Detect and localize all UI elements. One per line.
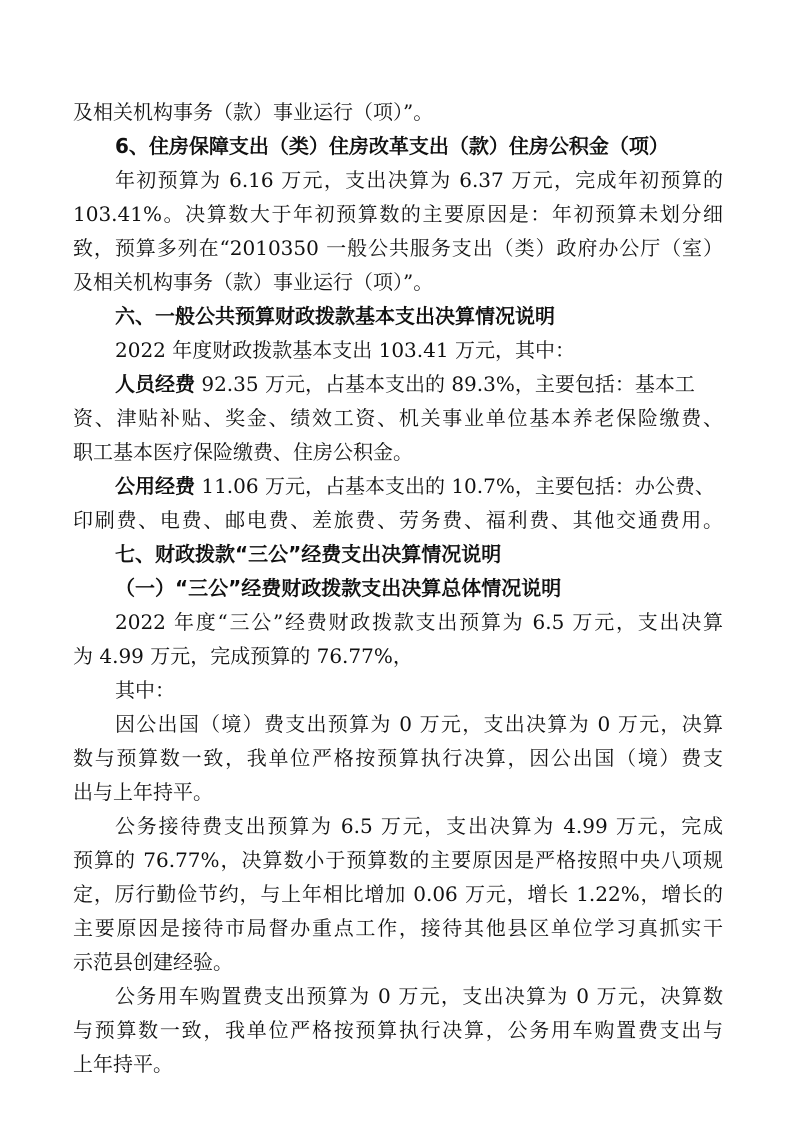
paragraph-line: 数与预算数一致，我单位严格按预算执行决算，因公出国（境）费支 (73, 746, 723, 770)
paragraph-line: 资、津贴补贴、奖金、绩效工资、机关事业单位基本养老保险缴费、 (73, 406, 723, 430)
paragraph-line: 预算的 76.77%，决算数小于预算数的主要原因是严格按照中央八项规 (73, 848, 723, 872)
paragraph-line: 及相关机构事务（款）事业运行（项）”。 (73, 100, 434, 124)
paragraph-line: 及相关机构事务（款）事业运行（项）”。 (73, 270, 434, 294)
section-heading-housing-fund: 6、住房保障支出（类）住房改革支出（款）住房公积金（项） (115, 134, 669, 158)
personnel-cost-label: 人员经费 (115, 372, 195, 396)
paragraph-line: 定，厉行勤俭节约，与上年相比增加 0.06 万元，增长 1.22%，增长的 (73, 882, 723, 906)
paragraph-line: 与预算数一致，我单位严格按预算执行决算，公务用车购置费支出与 (73, 1018, 723, 1042)
paragraph-line: 103.41%。决算数大于年初预算数的主要原因是：年初预算未划分细 (73, 202, 723, 226)
paragraph-line: 致，预算多列在“2010350 一般公共服务支出（类）政府办公厅（室） (73, 236, 723, 260)
paragraph-line: 为 4.99 万元，完成预算的 76.77%， (73, 644, 413, 668)
paragraph-line: 职工基本医疗保险缴费、住房公积金。 (73, 440, 413, 464)
subsection-heading-one: （一）“三公”经费财政拨款支出决算总体情况说明 (115, 576, 562, 600)
paragraph-line: 示范县创建经验。 (73, 950, 233, 974)
paragraph-line-personnel (115, 367, 723, 401)
paragraph-line: 印刷费、电费、邮电费、差旅费、劳务费、福利费、其他交通费用。 (73, 508, 723, 532)
public-cost-label: 公用经费 (115, 474, 195, 498)
paragraph-line: 出与上年持平。 (73, 780, 213, 804)
paragraph-line: 公务用车购置费支出预算为 0 万元，支出决算为 0 万元，决算数 (115, 984, 723, 1008)
paragraph-line: 2022 年度“三公”经费财政拨款支出预算为 6.5 万元，支出决算 (115, 610, 723, 634)
public-cost-text: 11.06 万元，占基本支出的 10.7%，主要包括：办公费、 (195, 474, 715, 498)
paragraph-line: 公务接待费支出预算为 6.5 万元，支出决算为 4.99 万元，完成 (115, 814, 723, 838)
paragraph-line-public (115, 469, 723, 503)
section-heading-seven: 七、财政拨款“三公”经费支出决算情况说明 (115, 542, 502, 566)
personnel-cost-text: 92.35 万元，占基本支出的 89.3%，主要包括：基本工 (195, 372, 695, 396)
paragraph-line: 其中： (115, 678, 175, 702)
section-heading-six: 六、一般公共预算财政拨款基本支出决算情况说明 (115, 304, 555, 328)
paragraph-line: 2022 年度财政拨款基本支出 103.41 万元，其中： (115, 338, 575, 362)
paragraph-line: 年初预算为 6.16 万元，支出决算为 6.37 万元，完成年初预算的 (115, 168, 723, 192)
paragraph-line: 主要原因是接待市局督办重点工作，接待其他县区单位学习真抓实干 (73, 916, 723, 940)
paragraph-line: 上年持平。 (73, 1052, 173, 1076)
paragraph-line: 因公出国（境）费支出预算为 0 万元，支出决算为 0 万元，决算 (115, 712, 723, 736)
